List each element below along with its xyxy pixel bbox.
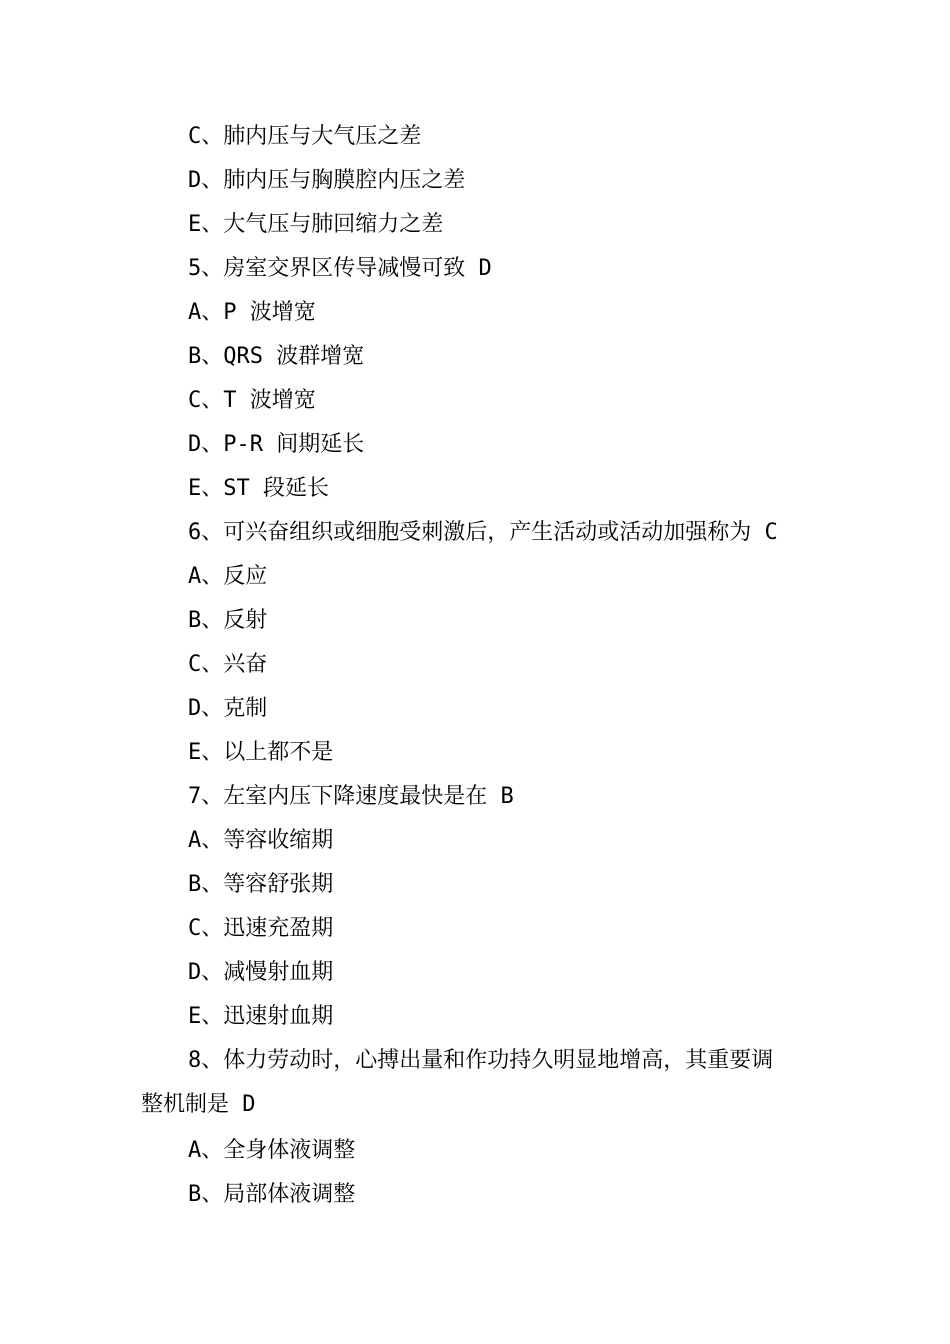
option-b-q8: B、局部体液调整 xyxy=(188,1182,356,1207)
option-c-q5: C、T 波增宽 xyxy=(188,388,316,413)
option-d-q7: D、减慢射血期 xyxy=(188,960,334,985)
option-a-q8: A、全身体液调整 xyxy=(188,1138,356,1163)
option-d-q5: D、P-R 间期延长 xyxy=(188,432,365,457)
option-b-q6: B、反射 xyxy=(188,608,268,633)
question-7: 7、左室内压下降速度最快是在 B xyxy=(188,784,514,809)
option-a-q5: A、P 波增宽 xyxy=(188,300,316,325)
option-b-q7: B、等容舒张期 xyxy=(188,872,334,897)
question-8: 8、体力劳动时，心搏出量和作功持久明显地增高，其重要调 xyxy=(188,1048,774,1073)
option-b-q5: B、QRS 波群增宽 xyxy=(188,344,365,369)
question-6: 6、可兴奋组织或细胞受刺激后，产生活动或活动加强称为 C xyxy=(188,520,778,545)
question-8-continued: 整机制是 D xyxy=(141,1092,256,1117)
option-e-q6: E、以上都不是 xyxy=(188,740,334,765)
option-a-q6: A、反应 xyxy=(188,564,268,589)
option-e-q7: E、迅速射血期 xyxy=(188,1004,334,1029)
option-e-q4: E、大气压与肺回缩力之差 xyxy=(188,212,444,237)
option-a-q7: A、等容收缩期 xyxy=(188,828,334,853)
option-d-q6: D、克制 xyxy=(188,696,268,721)
option-c-q6: C、兴奋 xyxy=(188,652,268,677)
option-c-q7: C、迅速充盈期 xyxy=(188,916,334,941)
option-e-q5: E、ST 段延长 xyxy=(188,476,329,501)
option-d-q4: D、肺内压与胸膜腔内压之差 xyxy=(188,168,466,193)
option-c-q4: C、肺内压与大气压之差 xyxy=(188,124,422,149)
question-5: 5、房室交界区传导减慢可致 D xyxy=(188,256,492,281)
